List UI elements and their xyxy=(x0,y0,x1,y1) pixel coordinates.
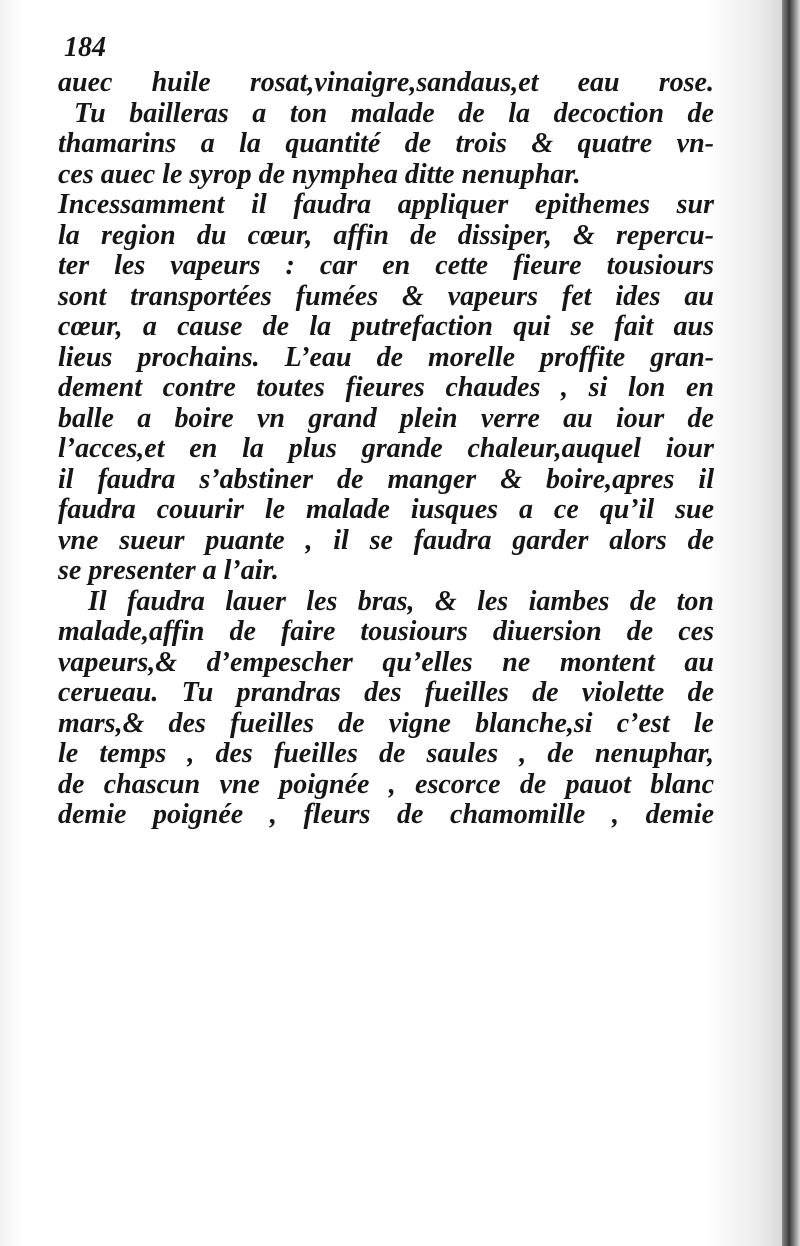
text-line: la region du cœur, affin de dissiper, & repercu- xyxy=(58,219,714,251)
text-line: Incessamment il faudra appliquer epithemes sur xyxy=(58,189,714,220)
text-line: malade,affin de faire tousiours diuersion de ces xyxy=(58,616,714,647)
text-line: demie poignée , fleurs de chamomille , demie xyxy=(58,799,714,830)
text-line: vne sueur puante , il se faudra garder alors de xyxy=(58,524,714,556)
page-number: 184 xyxy=(64,32,106,63)
text-line: ter les vapeurs : car en cette fieure tousiours xyxy=(58,250,714,281)
text-line: auec huile rosat,vinaigre,sandaus,et eau rose. xyxy=(58,67,714,98)
text-line: sont transportées fumées & vapeurs fet ides au xyxy=(58,280,714,312)
text-line: lieus prochains. L’eau de morelle proffite gran- xyxy=(58,341,714,373)
book-gutter-shadow xyxy=(782,0,800,1246)
text-line: le temps , des fueilles de saules , de nenuphar, xyxy=(58,738,714,769)
page-text xyxy=(58,28,714,831)
text-line: thamarins a la quantité de trois & quatre vn- xyxy=(58,128,714,159)
text-line: mars,& des fueilles de vigne blanche,si c’est le xyxy=(58,707,714,739)
text-line: faudra couurir le malade iusques a ce qu’il sue xyxy=(58,494,714,525)
text-line: il faudra s’abstiner de manger & boire,apres il xyxy=(58,463,714,495)
text-line: dement contre toutes fieures chaudes , si lon en xyxy=(58,372,714,403)
text-line: Il faudra lauer les bras, & les iambes de ton xyxy=(88,585,714,617)
text-line: l’acces,et en la plus grande chaleur,auquel iour xyxy=(58,433,714,464)
text-line: de chascun vne poignée , escorce de pauot blanc xyxy=(58,768,714,800)
text-line: Tu bailleras a ton malade de la decoction de xyxy=(74,97,714,129)
text-line: cerueau. Tu prandras des fueilles de violette de xyxy=(58,677,714,708)
text-line: ces auec le syrop de nymphea ditte nenuphar. xyxy=(58,158,581,190)
text-line: cœur, a cause de la putrefaction qui se fait aus xyxy=(58,311,714,342)
text-line: balle a boire vn grand plein verre au iour de xyxy=(58,402,714,434)
text-line: se presenter a l’air. xyxy=(58,555,279,586)
text-line: vapeurs,& d’empescher qu’elles ne montent au xyxy=(58,646,714,678)
